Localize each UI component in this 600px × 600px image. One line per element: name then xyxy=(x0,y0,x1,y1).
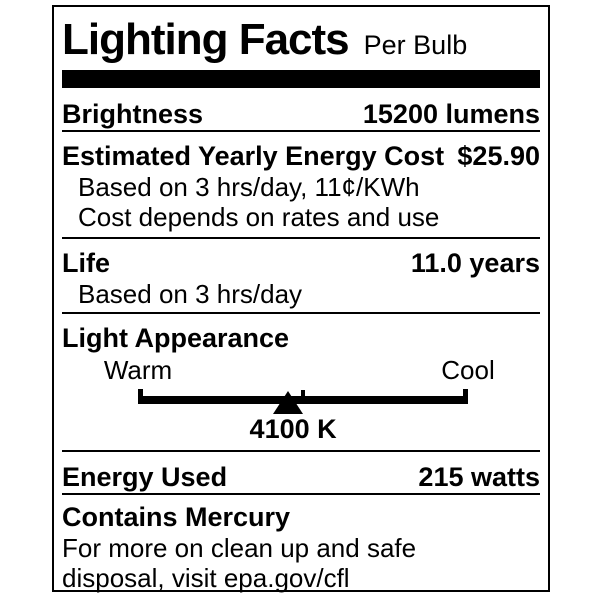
life-row xyxy=(62,239,540,314)
triangle-marker-icon xyxy=(273,391,303,414)
header-separator-bar xyxy=(62,70,540,88)
scale-left-endcap xyxy=(138,389,143,404)
label-title: Lighting Facts xyxy=(62,15,349,64)
lighting-facts-label xyxy=(52,5,550,592)
energy-used-value: 215 watts xyxy=(418,462,540,492)
mercury-line-1: For more on clean up and safe xyxy=(62,533,417,563)
label-header xyxy=(62,7,540,88)
color-temperature-value: 4100 K xyxy=(249,414,337,444)
title-line xyxy=(62,16,540,64)
mercury-label: Contains Mercury xyxy=(62,502,291,532)
energy-used-row xyxy=(62,452,540,495)
scale-right-endcap xyxy=(463,389,468,404)
brightness-row xyxy=(62,88,540,132)
energy-cost-note-disclaimer: Cost depends on rates and use xyxy=(78,202,440,232)
scale-track xyxy=(138,389,468,416)
energy-cost-row xyxy=(62,132,540,239)
light-appearance-row xyxy=(62,314,540,452)
life-label: Life xyxy=(62,248,111,278)
life-value: 11.0 years xyxy=(410,248,540,278)
energy-cost-label: Estimated Yearly Energy Cost xyxy=(62,141,445,171)
energy-cost-value: $25.90 xyxy=(457,141,540,171)
scale-warm-label: Warm xyxy=(103,355,173,385)
brightness-value: 15200 lumens xyxy=(362,99,540,129)
mercury-line-2: disposal, visit epa.gov/cfl xyxy=(62,563,350,593)
life-note-basis: Based on 3 hrs/day xyxy=(78,279,303,309)
light-appearance-label: Light Appearance xyxy=(62,323,290,353)
mercury-row xyxy=(62,495,540,593)
scale-cool-label: Cool xyxy=(441,355,495,385)
brightness-label: Brightness xyxy=(62,99,204,129)
energy-cost-note-basis: Based on 3 hrs/day, 11¢/KWh xyxy=(78,172,420,202)
warm-cool-scale xyxy=(103,355,495,444)
per-bulb-qualifier: Per Bulb xyxy=(363,30,468,60)
energy-used-label: Energy Used xyxy=(62,462,228,492)
